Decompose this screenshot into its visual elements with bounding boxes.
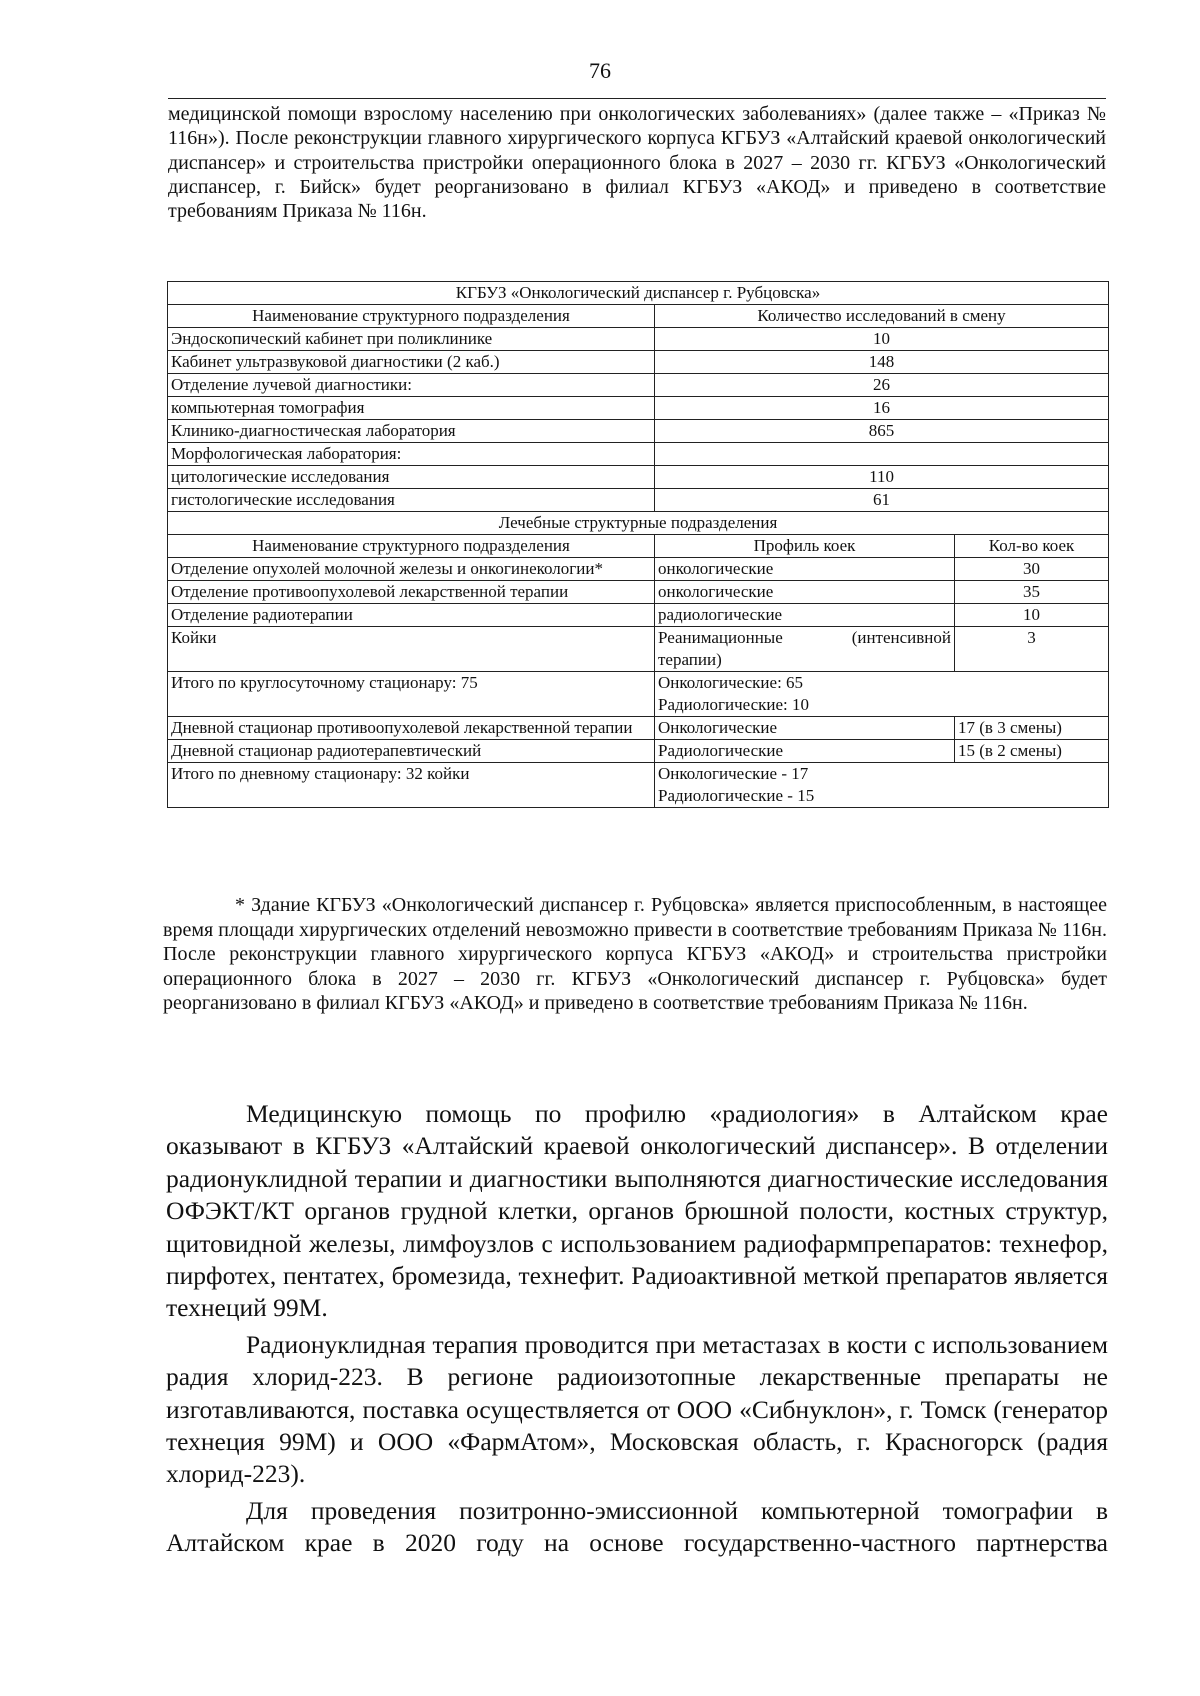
row-name: Отделение опухолей молочной железы и онкогинекологии* bbox=[168, 558, 655, 581]
row-count: 15 (в 2 смены) bbox=[955, 740, 1109, 763]
row-value: 10 bbox=[655, 328, 1109, 351]
total-values bbox=[655, 672, 1109, 717]
header-rule bbox=[168, 98, 1106, 99]
row-name: цитологические исследования bbox=[168, 466, 655, 489]
row-value: 61 bbox=[655, 489, 1109, 512]
row-count: 17 (в 3 смены) bbox=[955, 717, 1109, 740]
row-profile: Реанимационные (интенсивной терапии) bbox=[655, 627, 955, 672]
row-value: 110 bbox=[655, 466, 1109, 489]
intro-paragraph bbox=[168, 102, 1106, 223]
table-row bbox=[168, 397, 1109, 420]
total-label: Итого по круглосуточному стационару: 75 bbox=[168, 672, 655, 717]
table-title-row bbox=[168, 282, 1109, 305]
footnote-text: * Здание КГБУЗ «Онкологический диспансер г. Рубцовска» является приспособленным, в настоящее время площади хирургических отделений невозможно привести в соответствие требованиям Приказа № 116н. После реконструкции главного хирургического корпуса КГБУЗ «АКОД» и строительства пристройки операционного блока в 2027 – 2030 гг. КГБУЗ «Онкологический диспансер г. Рубцовска» будет реорганизовано в филиал КГБУЗ «АКОД» и приведено в соответствие требованиям Приказа № 116н. bbox=[163, 894, 1107, 1014]
table-row bbox=[168, 604, 1109, 627]
row-value: 26 bbox=[655, 374, 1109, 397]
table-row bbox=[168, 328, 1109, 351]
footnote bbox=[163, 893, 1107, 1016]
section-title: Лечебные структурные подразделения bbox=[168, 512, 1109, 535]
diagnostics-header-row bbox=[168, 305, 1109, 328]
table-title: КГБУЗ «Онкологический диспансер г. Рубцовска» bbox=[168, 282, 1109, 305]
row-profile: онкологические bbox=[655, 581, 955, 604]
table-row bbox=[168, 740, 1109, 763]
paragraph: Медицинскую помощь по профилю «радиология» в Алтайском крае оказывают в КГБУЗ «Алтайский краевой онкологический диспансер». В отделении радионуклидной терапии и диагностики выполняются диагностические исследования ОФЭКТ/КТ органов грудной клетки, органов брюшной полости, костных структур, щитовидной железы, лимфоузлов с использованием радиофармпрепаратов: технефор, пирфотех, пентатех, бромезида, технефит. Радиоактивной меткой препаратов является технеций 99М. bbox=[166, 1099, 1108, 1323]
table-row bbox=[168, 351, 1109, 374]
table-row bbox=[168, 374, 1109, 397]
column-header: Количество исследований в смену bbox=[655, 305, 1109, 328]
row-name: компьютерная томография bbox=[168, 397, 655, 420]
total-line: Радиологические - 15 bbox=[658, 786, 815, 805]
table-row bbox=[168, 627, 1109, 672]
paragraph: Для проведения позитронно-эмиссионной компьютерной томографии в Алтайском крае в 2020 году на основе государственно-частного партнерства bbox=[166, 1495, 1108, 1558]
row-name: Койки bbox=[168, 627, 655, 672]
row-count: 30 bbox=[955, 558, 1109, 581]
treatment-header-row bbox=[168, 535, 1109, 558]
column-header: Профиль коек bbox=[655, 535, 955, 558]
total-line: Радиологические: 10 bbox=[658, 695, 810, 714]
row-value: 865 bbox=[655, 420, 1109, 443]
treatment-title-row bbox=[168, 512, 1109, 535]
body-text bbox=[166, 1098, 1108, 1560]
row-count: 35 bbox=[955, 581, 1109, 604]
row-value: 148 bbox=[655, 351, 1109, 374]
row-name: Эндоскопический кабинет при поликлинике bbox=[168, 328, 655, 351]
row-profile: радиологические bbox=[655, 604, 955, 627]
row-count: 10 bbox=[955, 604, 1109, 627]
row-profile: онкологические bbox=[655, 558, 955, 581]
total-line: Онкологические: 65 bbox=[658, 673, 804, 692]
table-row bbox=[168, 581, 1109, 604]
row-name: Отделение радиотерапии bbox=[168, 604, 655, 627]
row-profile: Онкологические bbox=[655, 717, 955, 740]
table-row bbox=[168, 672, 1109, 717]
column-header: Наименование структурного подразделения bbox=[168, 535, 655, 558]
page-number: 76 bbox=[589, 58, 611, 83]
row-name: Дневной стационар радиотерапевтический bbox=[168, 740, 655, 763]
dispensary-table bbox=[167, 281, 1109, 808]
table-row bbox=[168, 558, 1109, 581]
paragraph: Радионуклидная терапия проводится при метастазах в кости с использованием радия хлорид-223. В регионе радиоизотопные лекарственные препараты не изготавливаются, поставка осуществляется от ООО «Сибнуклон», г. Томск (генератор технеция 99М) и ООО «ФармАтом», Московская область, г. Красногорск (радия хлорид-223). bbox=[166, 1329, 1108, 1489]
row-name: Отделение лучевой диагностики: bbox=[168, 374, 655, 397]
row-count: 3 bbox=[955, 627, 1109, 672]
table-row bbox=[168, 466, 1109, 489]
table-row bbox=[168, 763, 1109, 808]
table-row bbox=[168, 420, 1109, 443]
row-profile: Радиологические bbox=[655, 740, 955, 763]
row-name: Кабинет ультразвуковой диагностики (2 каб.) bbox=[168, 351, 655, 374]
row-name: Морфологическая лаборатория: bbox=[168, 443, 655, 466]
total-label: Итого по дневному стационару: 32 койки bbox=[168, 763, 655, 808]
row-name: Дневной стационар противоопухолевой лекарственной терапии bbox=[168, 717, 655, 740]
table-row bbox=[168, 717, 1109, 740]
total-line: Онкологические - 17 bbox=[658, 764, 809, 783]
row-name: гистологические исследования bbox=[168, 489, 655, 512]
total-values bbox=[655, 763, 1109, 808]
table-row bbox=[168, 443, 1109, 466]
column-header: Кол-во коек bbox=[955, 535, 1109, 558]
row-name: Клинико-диагностическая лаборатория bbox=[168, 420, 655, 443]
row-name: Отделение противоопухолевой лекарственной терапии bbox=[168, 581, 655, 604]
column-header: Наименование структурного подразделения bbox=[168, 305, 655, 328]
table-row bbox=[168, 489, 1109, 512]
intro-text: медицинской помощи взрослому населению при онкологических заболеваниях» (далее также – «Приказ № 116н»). После реконструкции главного хирургического корпуса КГБУЗ «Алтайский краевой онкологический диспансер» и строительства пристройки операционного блока в 2027 – 2030 гг. КГБУЗ «Онкологический диспансер, г. Бийск» будет реорганизовано в филиал КГБУЗ «АКОД» и приведено в соответствие требованиям Приказа № 116н. bbox=[168, 103, 1106, 223]
row-value: 16 bbox=[655, 397, 1109, 420]
row-value bbox=[655, 443, 1109, 466]
